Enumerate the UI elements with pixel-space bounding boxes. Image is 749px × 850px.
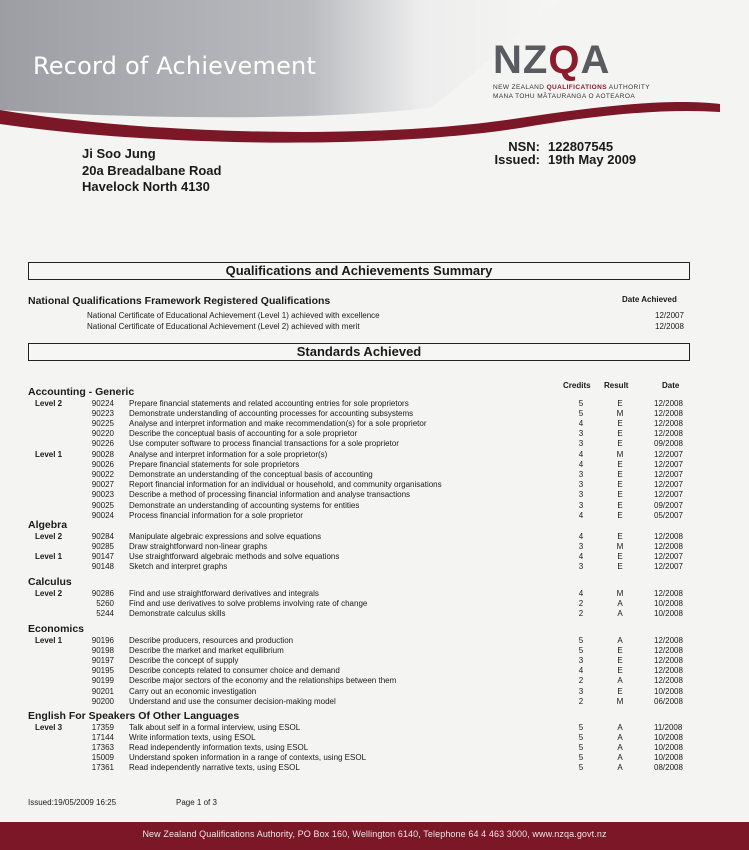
standard-date: 12/2008 xyxy=(654,541,683,551)
result-value: E xyxy=(617,418,623,428)
standard-code: 90199 xyxy=(91,676,114,686)
logo-tagline-maori: MANA TOHU MĀTAURANGA O AOTEAROA xyxy=(493,93,636,100)
result-value: M xyxy=(616,588,624,598)
result-value: A xyxy=(617,742,623,752)
standard-code: 90226 xyxy=(91,439,114,449)
result-value: E xyxy=(617,459,623,469)
qualification-row xyxy=(87,322,687,332)
standard-title: Process financial information for a sole proprietor xyxy=(129,510,303,520)
standard-date: 12/2008 xyxy=(654,398,683,408)
issued-timestamp: Issued:19/05/2009 16:25 xyxy=(28,798,117,807)
result-value: A xyxy=(617,753,623,763)
standard-date: 09/2008 xyxy=(654,439,683,449)
standard-row xyxy=(0,490,749,500)
standard-date: 12/2008 xyxy=(654,666,683,676)
credits-value: 4 xyxy=(578,666,584,676)
standard-title: Describe a method of processing financial information and analyse transactions xyxy=(129,490,411,500)
standard-code: 90286 xyxy=(91,588,114,598)
standard-code: 90225 xyxy=(91,418,114,428)
standard-date: 12/2008 xyxy=(654,531,683,541)
standard-row xyxy=(0,676,749,686)
standard-title: Find and use straightforward derivatives and integrals xyxy=(129,588,319,598)
credits-value: 3 xyxy=(578,655,584,665)
standard-date: 10/2008 xyxy=(654,753,683,763)
standard-row xyxy=(0,511,749,521)
standard-date: 11/2008 xyxy=(654,722,683,732)
credits-value: 3 xyxy=(578,562,584,572)
standard-title: Describe producers, resources and production xyxy=(129,635,294,645)
result-value: E xyxy=(617,686,623,696)
standard-title: Demonstrate calculus skills xyxy=(129,608,226,618)
credits-value: 4 xyxy=(578,588,584,598)
standard-title: Read independently information texts, using ESOL xyxy=(129,742,309,752)
subject-heading: English For Speakers Of Other Languages xyxy=(28,710,240,722)
standard-row xyxy=(0,532,749,542)
date-column-header: Date xyxy=(662,381,680,390)
standard-row xyxy=(0,599,749,609)
result-value: A xyxy=(617,763,623,773)
logo-nz: NZ xyxy=(493,38,549,82)
standard-date: 12/2008 xyxy=(654,635,683,645)
credits-column-header: Credits xyxy=(563,381,591,390)
standard-date: 12/2008 xyxy=(654,408,683,418)
credits-value: 4 xyxy=(578,510,584,520)
standard-date: 12/2008 xyxy=(654,588,683,598)
standards-heading: Standards Achieved xyxy=(28,343,690,361)
standard-row xyxy=(0,439,749,449)
standard-code: 90024 xyxy=(91,510,114,520)
standard-date: 06/2008 xyxy=(654,696,683,706)
result-value: A xyxy=(617,722,623,732)
result-value: A xyxy=(617,608,623,618)
standard-code: 90023 xyxy=(91,490,114,500)
standard-row xyxy=(0,419,749,429)
standard-title: Draw straightforward non-linear graphs xyxy=(129,541,268,551)
result-value: M xyxy=(616,449,624,459)
level-label: Level 3 xyxy=(35,722,63,732)
result-value: E xyxy=(617,490,623,500)
result-value: E xyxy=(617,531,623,541)
result-column-header: Result xyxy=(604,381,629,390)
recipient-address xyxy=(82,146,221,196)
standard-title: Analyse and interpret information and make recommendation(s) for a sole proprietor xyxy=(129,418,427,428)
standard-row xyxy=(0,666,749,676)
standard-code: 17363 xyxy=(91,742,114,752)
credits-value: 2 xyxy=(578,676,584,686)
standard-code: 90027 xyxy=(91,480,114,490)
standard-code: 90025 xyxy=(91,500,114,510)
level-label: Level 1 xyxy=(35,635,63,645)
standard-date: 12/2008 xyxy=(654,429,683,439)
standard-code: 90200 xyxy=(91,696,114,706)
credits-value: 5 xyxy=(578,742,584,752)
page-number: Page 1 of 3 xyxy=(176,798,217,807)
standard-date: 12/2008 xyxy=(654,676,683,686)
credits-value: 3 xyxy=(578,490,584,500)
standard-row xyxy=(0,743,749,753)
standard-title: Carry out an economic investigation xyxy=(129,686,257,696)
standard-title: Demonstrate understanding of accounting processes for accounting subsystems xyxy=(129,408,414,418)
level-label: Level 1 xyxy=(35,551,63,561)
standard-title: Understand and use the consumer decision-making model xyxy=(129,696,336,706)
standard-title: Prepare financial statements and related accounting entries for sole proprietors xyxy=(129,398,409,408)
nsn-value: 122807545 xyxy=(548,139,614,154)
standard-title: Talk about self in a formal interview, using ESOL xyxy=(129,722,301,732)
credits-value: 3 xyxy=(578,500,584,510)
logo-tagline-accent: QUALIFICATIONS xyxy=(546,84,607,91)
credits-value: 5 xyxy=(578,763,584,773)
level-label: Level 2 xyxy=(35,398,63,408)
result-value: E xyxy=(617,510,623,520)
standard-code: 5260 xyxy=(96,598,114,608)
standard-date: 12/2007 xyxy=(654,449,683,459)
standard-title: Demonstrate an understanding of accounting systems for entities xyxy=(129,500,360,510)
qualification-row xyxy=(87,311,687,321)
standard-title: Manipulate algebraic expressions and solve equations xyxy=(129,531,322,541)
standard-date: 10/2008 xyxy=(654,742,683,752)
standard-row xyxy=(0,450,749,460)
standard-title: Describe concepts related to consumer choice and demand xyxy=(129,666,340,676)
standard-row xyxy=(0,399,749,409)
summary-heading: Qualifications and Achievements Summary xyxy=(28,262,690,280)
nzqa-logo xyxy=(493,38,610,83)
credits-value: 2 xyxy=(578,608,584,618)
standard-code: 15009 xyxy=(91,753,114,763)
credits-value: 2 xyxy=(578,598,584,608)
result-value: M xyxy=(616,696,624,706)
nqf-title: National Qualifications Framework Registered Qualifications xyxy=(28,295,331,307)
footer-address: New Zealand Qualifications Authority, PO Box 160, Wellington 6140, Telephone 64 4 463 3000, www.nzqa.govt.nz xyxy=(142,829,607,839)
issued-label: Issued: xyxy=(494,152,540,167)
standard-row xyxy=(0,609,749,619)
standard-title: Understand spoken information in a range of contexts, using ESOL xyxy=(129,753,367,763)
standard-date: 12/2007 xyxy=(654,459,683,469)
standard-row xyxy=(0,733,749,743)
recipient-name: Ji Soo Jung xyxy=(82,146,156,161)
credits-value: 5 xyxy=(578,398,584,408)
standard-date: 10/2008 xyxy=(654,598,683,608)
subject-heading: Algebra xyxy=(28,519,68,531)
standard-row xyxy=(0,429,749,439)
standard-row xyxy=(0,763,749,773)
standard-code: 5244 xyxy=(96,608,114,618)
document-title: Record of Achievement xyxy=(33,52,317,80)
recipient-address-line1: 20a Breadalbane Road xyxy=(82,162,222,178)
recipient-address-line2: Havelock North 4130 xyxy=(82,179,210,194)
standard-date: 12/2008 xyxy=(654,655,683,665)
standard-date: 12/2007 xyxy=(654,469,683,479)
standard-code: 17359 xyxy=(91,722,114,732)
standard-date: 12/2007 xyxy=(654,551,683,561)
qualification-text: National Certificate of Educational Achievement (Level 1) achieved with excellence xyxy=(87,311,380,320)
standard-title: Read independently narrative texts, using ESOL xyxy=(129,763,300,773)
qualification-date: 12/2008 xyxy=(655,322,684,331)
result-value: E xyxy=(617,551,623,561)
qualification-text: National Certificate of Educational Achievement (Level 2) achieved with merit xyxy=(87,322,360,331)
credits-value: 4 xyxy=(578,459,584,469)
credits-value: 5 xyxy=(578,635,584,645)
logo-tagline-post: AUTHORITY xyxy=(606,84,650,91)
credits-value: 4 xyxy=(578,531,584,541)
standard-row xyxy=(0,656,749,666)
standard-date: 12/2008 xyxy=(654,645,683,655)
logo-a: A xyxy=(580,38,611,82)
result-value: E xyxy=(617,398,623,408)
standard-title: Find and use derivatives to solve problems involving rate of change xyxy=(129,598,368,608)
standard-code: 90198 xyxy=(91,645,114,655)
credits-value: 3 xyxy=(578,686,584,696)
standard-code: 90224 xyxy=(91,398,114,408)
logo-q: Q xyxy=(548,38,581,82)
standard-title: Describe the conceptual basis of accounting for a sole proprietor xyxy=(129,429,358,439)
result-value: E xyxy=(617,439,623,449)
standard-row xyxy=(0,470,749,480)
standard-code: 90022 xyxy=(91,469,114,479)
credits-value: 3 xyxy=(578,439,584,449)
result-value: A xyxy=(617,676,623,686)
credits-value: 5 xyxy=(578,732,584,742)
subject-heading: Economics xyxy=(28,623,85,635)
credits-value: 3 xyxy=(578,429,584,439)
logo-tagline-english xyxy=(493,84,650,91)
standard-code: 90147 xyxy=(91,551,114,561)
standard-title: Describe major sectors of the economy and the relationships between them xyxy=(129,676,397,686)
result-value: E xyxy=(617,562,623,572)
nsn-block xyxy=(478,140,636,166)
standard-row xyxy=(0,646,749,656)
standard-row xyxy=(0,460,749,470)
standard-code: 90196 xyxy=(91,635,114,645)
issued-value: 19th May 2009 xyxy=(548,152,637,167)
standard-title: Write information texts, using ESOL xyxy=(129,732,256,742)
standard-code: 17361 xyxy=(91,763,114,773)
standard-code: 90195 xyxy=(91,666,114,676)
standard-code: 90148 xyxy=(91,562,114,572)
standard-title: Describe the market and market equilibrium xyxy=(129,645,284,655)
result-value: M xyxy=(616,541,624,551)
standard-date: 05/2007 xyxy=(654,510,683,520)
nsn-label: NSN: xyxy=(508,139,540,154)
standard-date: 10/2008 xyxy=(654,686,683,696)
standard-code: 90220 xyxy=(91,429,114,439)
standard-title: Prepare financial statements for sole proprietors xyxy=(129,459,300,469)
credits-value: 3 xyxy=(578,469,584,479)
standard-title: Describe the concept of supply xyxy=(129,655,239,665)
standard-date: 12/2007 xyxy=(654,490,683,500)
standard-date: 09/2007 xyxy=(654,500,683,510)
result-value: A xyxy=(617,732,623,742)
standard-code: 90223 xyxy=(91,408,114,418)
subject-heading: Accounting - Generic xyxy=(28,386,135,398)
standard-code: 90284 xyxy=(91,531,114,541)
qualification-date: 12/2007 xyxy=(655,311,684,320)
standard-row xyxy=(0,636,749,646)
credits-value: 3 xyxy=(578,480,584,490)
standard-code: 90028 xyxy=(91,449,114,459)
standard-title: Use straightforward algebraic methods and solve equations xyxy=(129,551,340,561)
result-value: E xyxy=(617,480,623,490)
standard-row xyxy=(0,723,749,733)
standard-row xyxy=(0,562,749,572)
level-label: Level 1 xyxy=(35,449,63,459)
credits-value: 4 xyxy=(578,551,584,561)
credits-value: 5 xyxy=(578,408,584,418)
result-value: A xyxy=(617,598,623,608)
standard-title: Analyse and interpret information for a sole proprietor(s) xyxy=(129,449,328,459)
result-value: E xyxy=(617,500,623,510)
result-value: A xyxy=(617,635,623,645)
standard-row xyxy=(0,542,749,552)
standard-row xyxy=(0,753,749,763)
credits-value: 2 xyxy=(578,696,584,706)
level-label: Level 2 xyxy=(35,588,63,598)
standard-date: 10/2008 xyxy=(654,608,683,618)
result-value: E xyxy=(617,666,623,676)
standard-row xyxy=(0,552,749,562)
standard-row xyxy=(0,697,749,707)
credits-value: 5 xyxy=(578,722,584,732)
standard-title: Sketch and interpret graphs xyxy=(129,562,228,572)
credits-value: 4 xyxy=(578,449,584,459)
standard-title: Use computer software to process financial transactions for a sole proprietor xyxy=(129,439,399,449)
standard-row xyxy=(0,687,749,697)
result-value: E xyxy=(617,645,623,655)
standard-title: Demonstrate an understanding of the conceptual basis of accounting xyxy=(129,469,373,479)
logo-tagline-pre: NEW ZEALAND xyxy=(493,84,547,91)
credits-value: 5 xyxy=(578,645,584,655)
standard-row xyxy=(0,589,749,599)
standard-row xyxy=(0,409,749,419)
standard-title: Report financial information for an individual or household, and community organisations xyxy=(129,480,442,490)
result-value: E xyxy=(617,655,623,665)
standard-code: 90197 xyxy=(91,655,114,665)
credits-value: 5 xyxy=(578,753,584,763)
standard-row xyxy=(0,480,749,490)
standard-code: 17144 xyxy=(91,732,114,742)
standard-row xyxy=(0,501,749,511)
standard-date: 12/2008 xyxy=(654,418,683,428)
standard-date: 08/2008 xyxy=(654,763,683,773)
credits-value: 4 xyxy=(578,418,584,428)
result-value: E xyxy=(617,469,623,479)
date-achieved-header: Date Achieved xyxy=(622,295,677,304)
standard-date: 12/2007 xyxy=(654,480,683,490)
level-label: Level 2 xyxy=(35,531,63,541)
standard-code: 90026 xyxy=(91,459,114,469)
credits-value: 3 xyxy=(578,541,584,551)
standard-date: 12/2007 xyxy=(654,562,683,572)
standard-code: 90201 xyxy=(91,686,114,696)
subject-heading: Calculus xyxy=(28,576,72,588)
result-value: E xyxy=(617,429,623,439)
standard-code: 90285 xyxy=(91,541,114,551)
standard-date: 10/2008 xyxy=(654,732,683,742)
result-value: M xyxy=(616,408,624,418)
